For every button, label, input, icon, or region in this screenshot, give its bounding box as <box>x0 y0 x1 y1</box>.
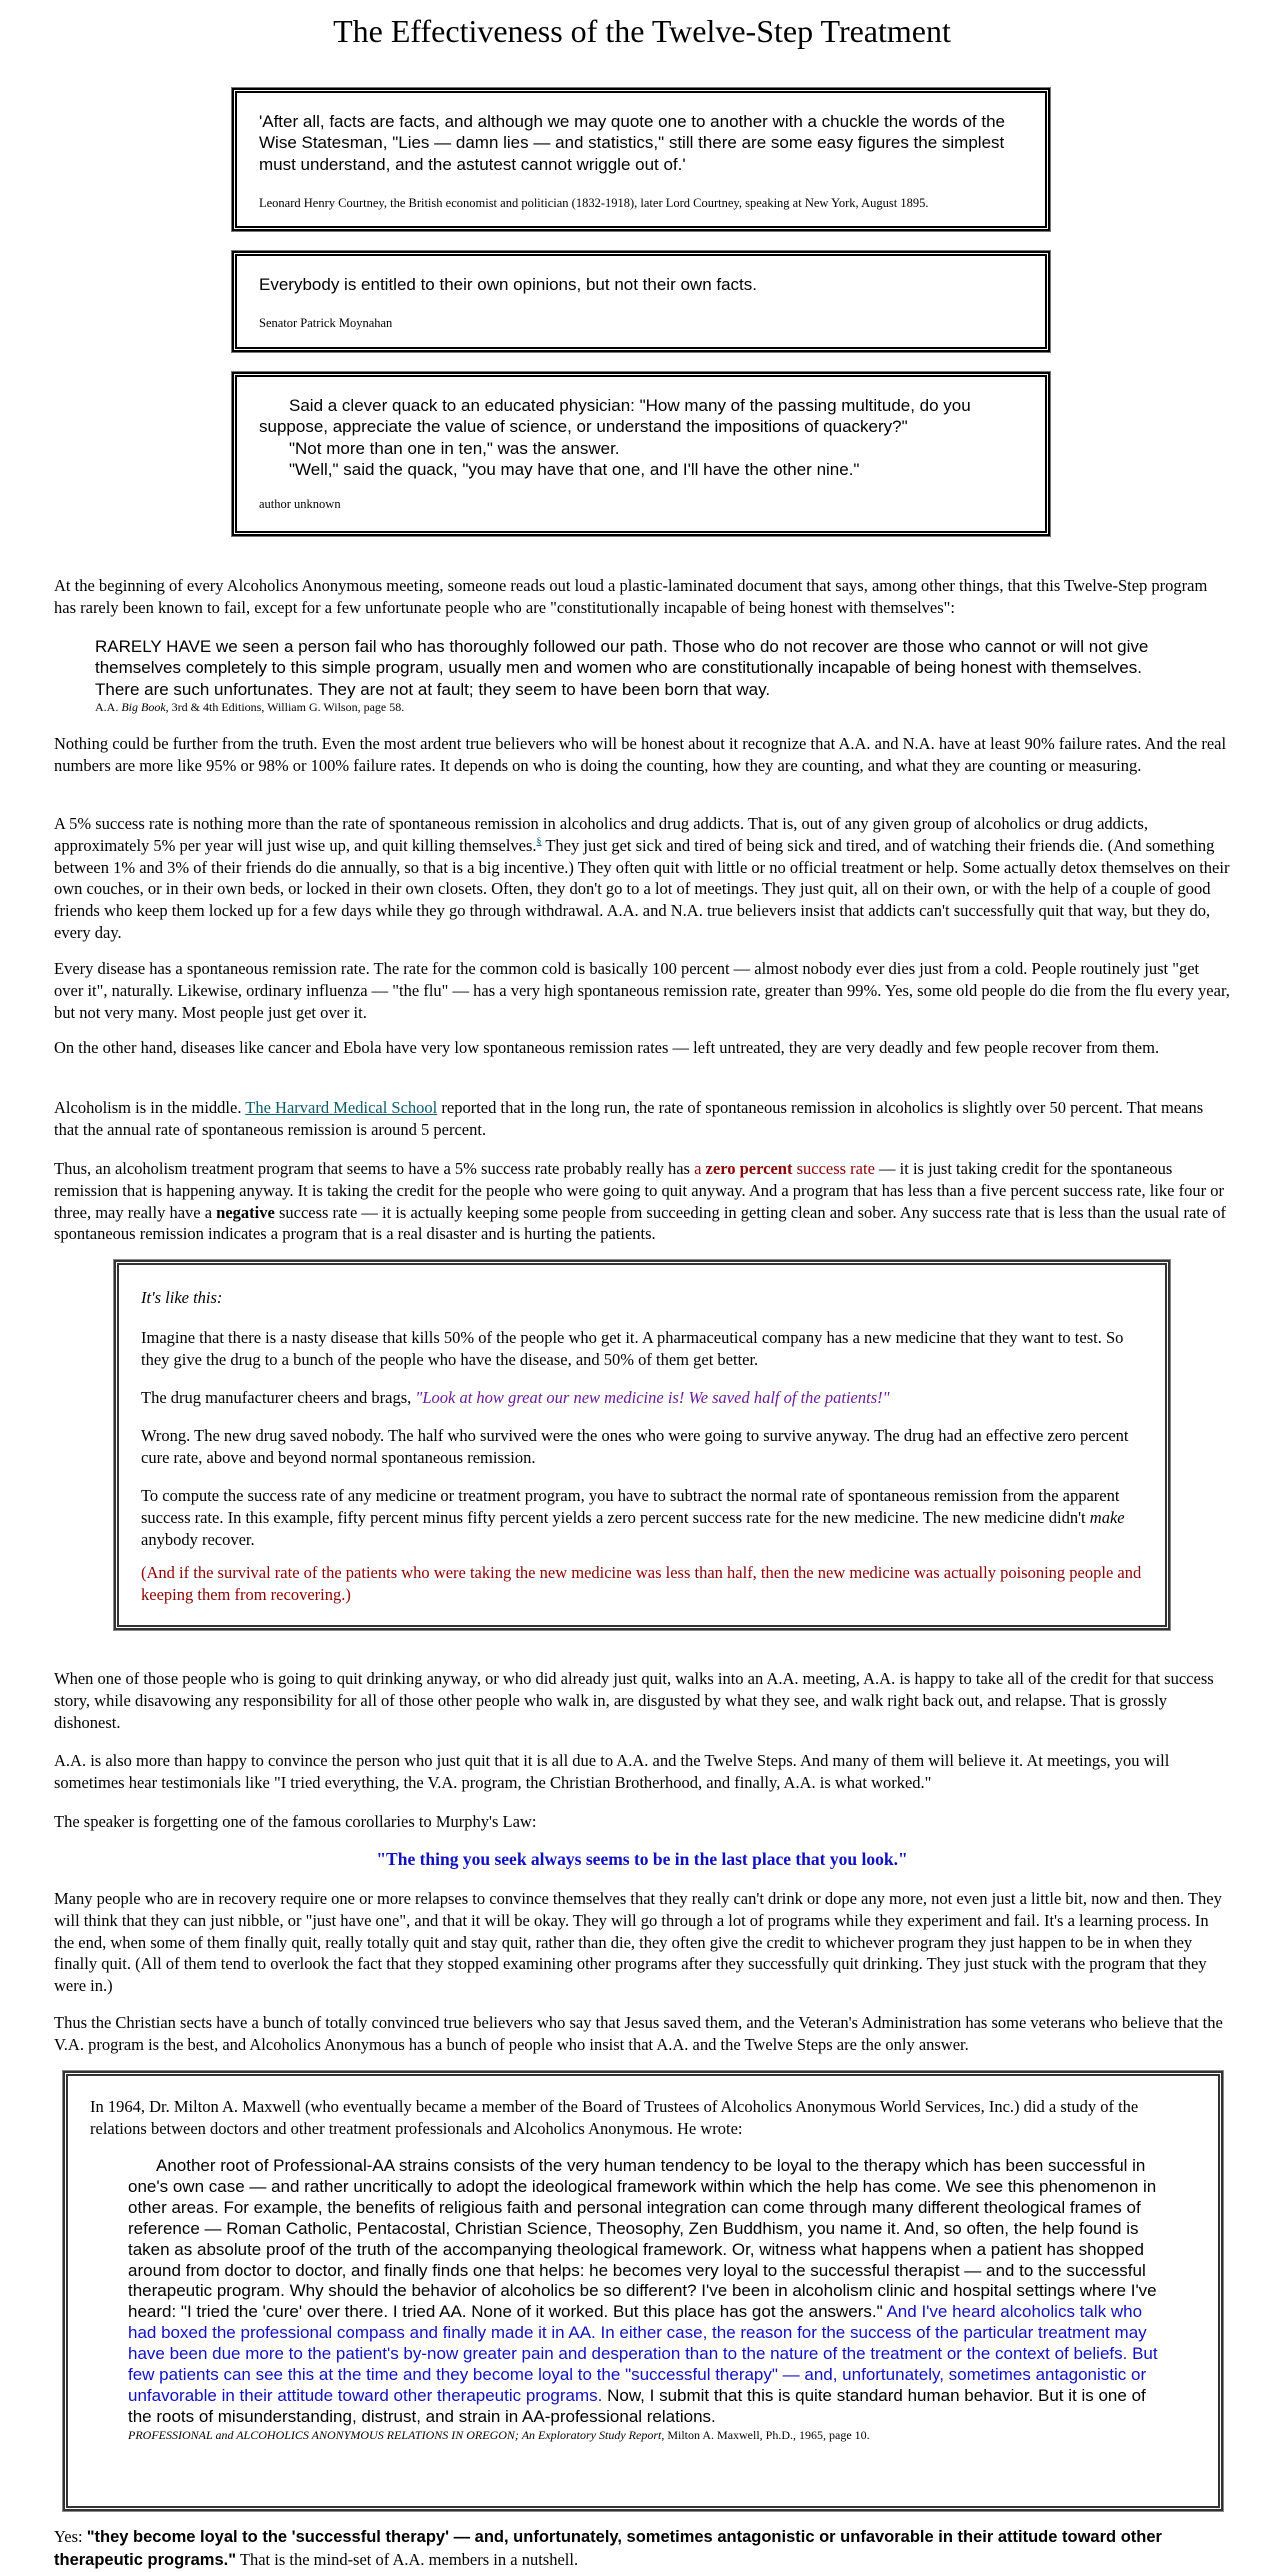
example-heading: It's like this: <box>141 1288 223 1307</box>
quote-box-courtney <box>232 88 1050 231</box>
relapse-paragraph: Many people who are in recovery require one or more relapses to convince themselves that they really can't drink or dope any more, not even just a little bit, now and then. They will think that they can just nibble, or "just have one", and that it will be okay. They will go through a lot of programs while they experiment and fail. It's a learning process. In the end, when some of them finally quit, really totally quit and stay quit, rather than die, they often give the credit to whichever program they just happen to be in when they finally quit. (All of them tend to overlook the fact that they stopped examining other programs after they successfully quit drinking. They just stuck with the program that they were in.) <box>54 1889 1222 1996</box>
quote-box-quack <box>232 372 1050 536</box>
credit-paragraph: When one of those people who is going to quit drinking anyway, or who did already just quit, walks into an A.A. meeting, A.A. is happy to take all of the credit for that success story, while disavowing any responsibility for all of those other people who walk in, are disgusted by what they see, and walk right back out, and relapse. That is grossly dishonest. <box>54 1669 1214 1732</box>
quote-text: Everybody is entitled to their own opinions, but not their own facts. <box>259 275 757 294</box>
maxwell-quote: Another root of Professional-AA strains consists of the very human tendency to be loyal to the therapy which has been successful in one's own case — and rather uncritically to adopt the ideological framework within which the help has come. We see this phenomenon in other areas. For example, the benefits of religious faith and personal integration can come through many different theological frames of reference — Roman Catholic, Pentacostal, Christian Science, Theosophy, Zen Buddhism, you name it. And, so often, the help found is taken as absolute proof of the truth of the accompanying theological framework. Or, witness what happens when a patient has shopped around from doctor to doctor, and finally finds one that helps: he becomes very loyal to the successful therapist — and to the successful therapeutic program. Why should the behavior of alcoholics be so different? I've been in alcoholism clinic and hospital settings where I've heard: "I tried the 'cure' over there. I tried AA. None of it worked. But this place has got the answers." And I've heard alcoholics talk who had boxed the professional compass and finally made it in AA. In either case, the reason for the success of the particular treatment may have been due more to the patient's by-now greater pain and desperation than to the nature of the treatment or the context of beliefs. But few patients can see this at the time and they become loyal to the "successful therapy" — and, unfortunately, sometimes antagonistic or unfavorable in their attitude toward other therapeutic programs. Now, I submit that this is quite standard human behavior. But it is one of the roots of misunderstanding, distrust, and strain in AA-professional relations. PROFESSIONAL and ALCOHOLICS ANONYMOUS RELATIONS IN OREGON; An Exploratory Study Report, Milton A. Maxwell, Ph.D., 1965, page 10. <box>128 2156 1158 2442</box>
quote-attribution: Leonard Henry Courtney, the British economist and politician (1832-1918), later Lord Courtney, speaking at New York, August 1895. <box>259 195 929 210</box>
alcoholism-middle-paragraph: Alcoholism is in the middle. The Harvard Medical School reported that in the long run, the rate of spontaneous remission in alcoholics is slightly over 50 percent. That means that the annual rate of spontaneous remission is around 5 percent. <box>54 1098 1204 1139</box>
testimonials-paragraph: A.A. is also more than happy to convince the person who just quit that it is all due to A.A. and the Twelve Steps. And many of them will believe it. At meetings, you will sometimes hear testimonials like "I tried everything, the V.A. program, the Christian Brotherhood, and finally, A.A. is what worked." <box>54 1751 1170 1792</box>
zero-percent-paragraph: Thus, an alcoholism treatment program that seems to have a 5% success rate probably really has a zero percent success rate — it is just taking credit for the spontaneous remission that is happening anyway. It is taking the credit for the people who were going to quit anyway. And a program that has less than a five percent success rate, like four or three, may really have a negative success rate — it is actually keeping some people from succeeding in getting clean and sober. Any success rate that is less than the usual rate of spontaneous remission indicates a program that is a real disaster and is hurting the patients. <box>54 1159 1227 1244</box>
maxwell-box <box>63 2071 1223 2511</box>
big-book-quote <box>95 636 1175 715</box>
manufacturer-quote: "Look at how great our new medicine is! We saved half of the patients!" <box>415 1388 890 1407</box>
cancer-ebola-paragraph: On the other hand, diseases like cancer and Ebola have very low spontaneous remission rates — left untreated, they are very deadly and few people recover from them. <box>54 1038 1160 1057</box>
intro-paragraph: At the beginning of every Alcoholics Anonymous meeting, someone reads out loud a plastic-laminated document that says, among other things, that this Twelve-Step program has rarely been known to fail, except for a few unfortunate people who are "constitutionally incapable of being honest with themselves": <box>54 576 1208 617</box>
maxwell-quote-highlight: And I've heard alcoholics talk who had boxed the professional compass and finally made it in AA. In either case, the reason for the success of the particular treatment may have been due more to the patient's by-now greater pain and desperation than to the nature of the treatment or the context of beliefs. But few patients can see this at the time and they become loyal to the "successful therapy" — and, unfortunately, sometimes antagonistic or unfavorable in their attitude toward other therapeutic programs. <box>128 2302 1158 2405</box>
page-title: The Effectiveness of the Twelve-Step Treatment <box>333 13 951 49</box>
harvard-medical-school-link[interactable]: The Harvard Medical School <box>245 1098 438 1117</box>
negative-emphasis: negative <box>216 1202 275 1222</box>
quote-text: 'After all, facts are facts, and although we may quote one to another with a chuckle the words of the Wise Statesman, "Lies — damn lies — and statistics," still there are some easy figures the simplest must understand, and the astutest cannot wriggle out of.' <box>259 112 1006 174</box>
example-poisoning-note: (And if the survival rate of the patients who were taking the new medicine was less than half, then the new medicine was actually poisoning people and keeping them from recovering.) <box>141 1563 1142 1604</box>
big-book-citation: A.A. Big Book, 3rd & 4th Editions, William G. Wilson, page 58. <box>95 699 405 714</box>
example-paragraph: The drug manufacturer cheers and brags, "Look at how great our new medicine is! We saved half of the patients!" <box>141 1388 890 1407</box>
failure-rate-paragraph: Nothing could be further from the truth. Even the most ardent true believers who will be honest about it recognize that A.A. and N.A. have at least 90% failure rates. And the real numbers are more like 95% or 98% or 100% failure rates. It depends on who is doing the counting, how they are counting, and what they are counting or measuring. <box>54 734 1227 775</box>
footnote-link[interactable]: § <box>536 836 542 848</box>
maxwell-intro: In 1964, Dr. Milton A. Maxwell (who eventually became a member of the Board of Trustees of Alcoholics Anonymous World Services, Inc.) did a study of the relations between doctors and other treatment professionals and Alcoholics Anonymous. He wrote: <box>90 2097 1139 2138</box>
example-paragraph: Imagine that there is a nasty disease that kills 50% of the people who get it. A pharmaceutical company has a new medicine that they want to test. So they give the drug to a bunch of the people who have the disease, and 50% of them get better. <box>141 1328 1124 1369</box>
quote-text: Said a clever quack to an educated physician: "How many of the passing multitude, do you suppose, appreciate the value of science, or understand the impositions of quackery?" <box>259 396 971 437</box>
big-book-quote-text: RARELY HAVE we seen a person fail who has thoroughly followed our path. Those who do not recover are those who cannot or will not give themselves completely to this simple program, usually men and women who are constitutionally incapable of being honest with themselves. There are such unfortunates. They are not at fault; they seem to have been born that way. <box>95 637 1149 699</box>
quote-box-moynahan <box>232 251 1050 352</box>
example-paragraph: To compute the success rate of any medicine or treatment program, you have to subtract the normal rate of spontaneous remission from the apparent success rate. In this example, fifty percent minus fifty percent yields a zero percent success rate for the new medicine. The new medicine didn't make anybody recover. <box>141 1486 1125 1549</box>
quote-attribution: author unknown <box>259 497 341 511</box>
example-box <box>114 1260 1170 1630</box>
example-paragraph: Wrong. The new drug saved nobody. The half who survived were the ones who were going to survive anyway. The drug had an effective zero percent cure rate, above and beyond normal spontaneous remission. <box>141 1426 1129 1467</box>
murphy-intro: The speaker is forgetting one of the famous corollaries to Murphy's Law: <box>54 1812 537 1831</box>
quote-attribution: Senator Patrick Moynahan <box>259 316 393 331</box>
quote-text: "Well," said the quack, "you may have that one, and I'll have the other nine." <box>289 459 860 479</box>
conclusion-paragraph: Yes: "they become loyal to the 'successful therapy' — and, unfortunately, sometimes antagonistic or unfavorable in their attitude toward other therapeutic programs." That is the mind-set of A.A. members in a nutshell. <box>54 2527 1162 2569</box>
true-believers-paragraph: Thus the Christian sects have a bunch of totally convinced true believers who say that Jesus saved them, and the Veteran's Administration has some veterans who believe that the V.A. program is the best, and Alcoholics Anonymous has a bunch of people who insist that A.A. and the Twelve Steps are the only answer. <box>54 2013 1223 2054</box>
quote-text: "Not more than one in ten," was the answer. <box>289 438 620 458</box>
disease-remission-paragraph: Every disease has a spontaneous remission rate. The rate for the common cold is basically 100 percent — almost nobody ever dies just from a cold. People routinely just "get over it", naturally. Likewise, ordinary influenza — "the flu" — has a very high spontaneous remission rate, greater than 99%. Yes, some old people do die from the flu every year, but not very many. Most people just get over it. <box>54 959 1230 1022</box>
zero-percent-emphasis: zero percent <box>705 1159 793 1178</box>
maxwell-citation: PROFESSIONAL and ALCOHOLICS ANONYMOUS RELATIONS IN OREGON; An Exploratory Study Report, Milton A. Maxwell, Ph.D., 1965, page 10. <box>128 2427 870 2442</box>
murphys-law-quote: "The thing you seek always seems to be in the last place that you look." <box>376 1849 908 1869</box>
spontaneous-remission-paragraph: A 5% success rate is nothing more than the rate of spontaneous remission in alcoholics and drug addicts. That is, out of any given group of alcoholics or drug addicts, approximately 5% per year will just wise up, and quit killing themselves.§ They just get sick and tired of being sick and tired, and of watching their friends die. (And something between 1% and 3% of their friends do die annually, so that is a big incentive.) They often quit with little or no official treatment or help. Some actually detox themselves on their own couches, or in their own beds, or locked in their own closets. Often, they don't go to a lot of meetings. They just quit, all on their own, or with the help of a couple of good friends who keep them locked up for a few days while they go through withdrawal. A.A. and N.A. true believers insist that addicts can't successfully quit that way, but they do, every day. <box>54 814 1230 942</box>
conclusion-emphasis: "they become loyal to the 'successful therapy' — and, unfortunately, sometimes antagonistic or unfavorable in their attitude toward other therapeutic programs." <box>54 2528 1162 2569</box>
